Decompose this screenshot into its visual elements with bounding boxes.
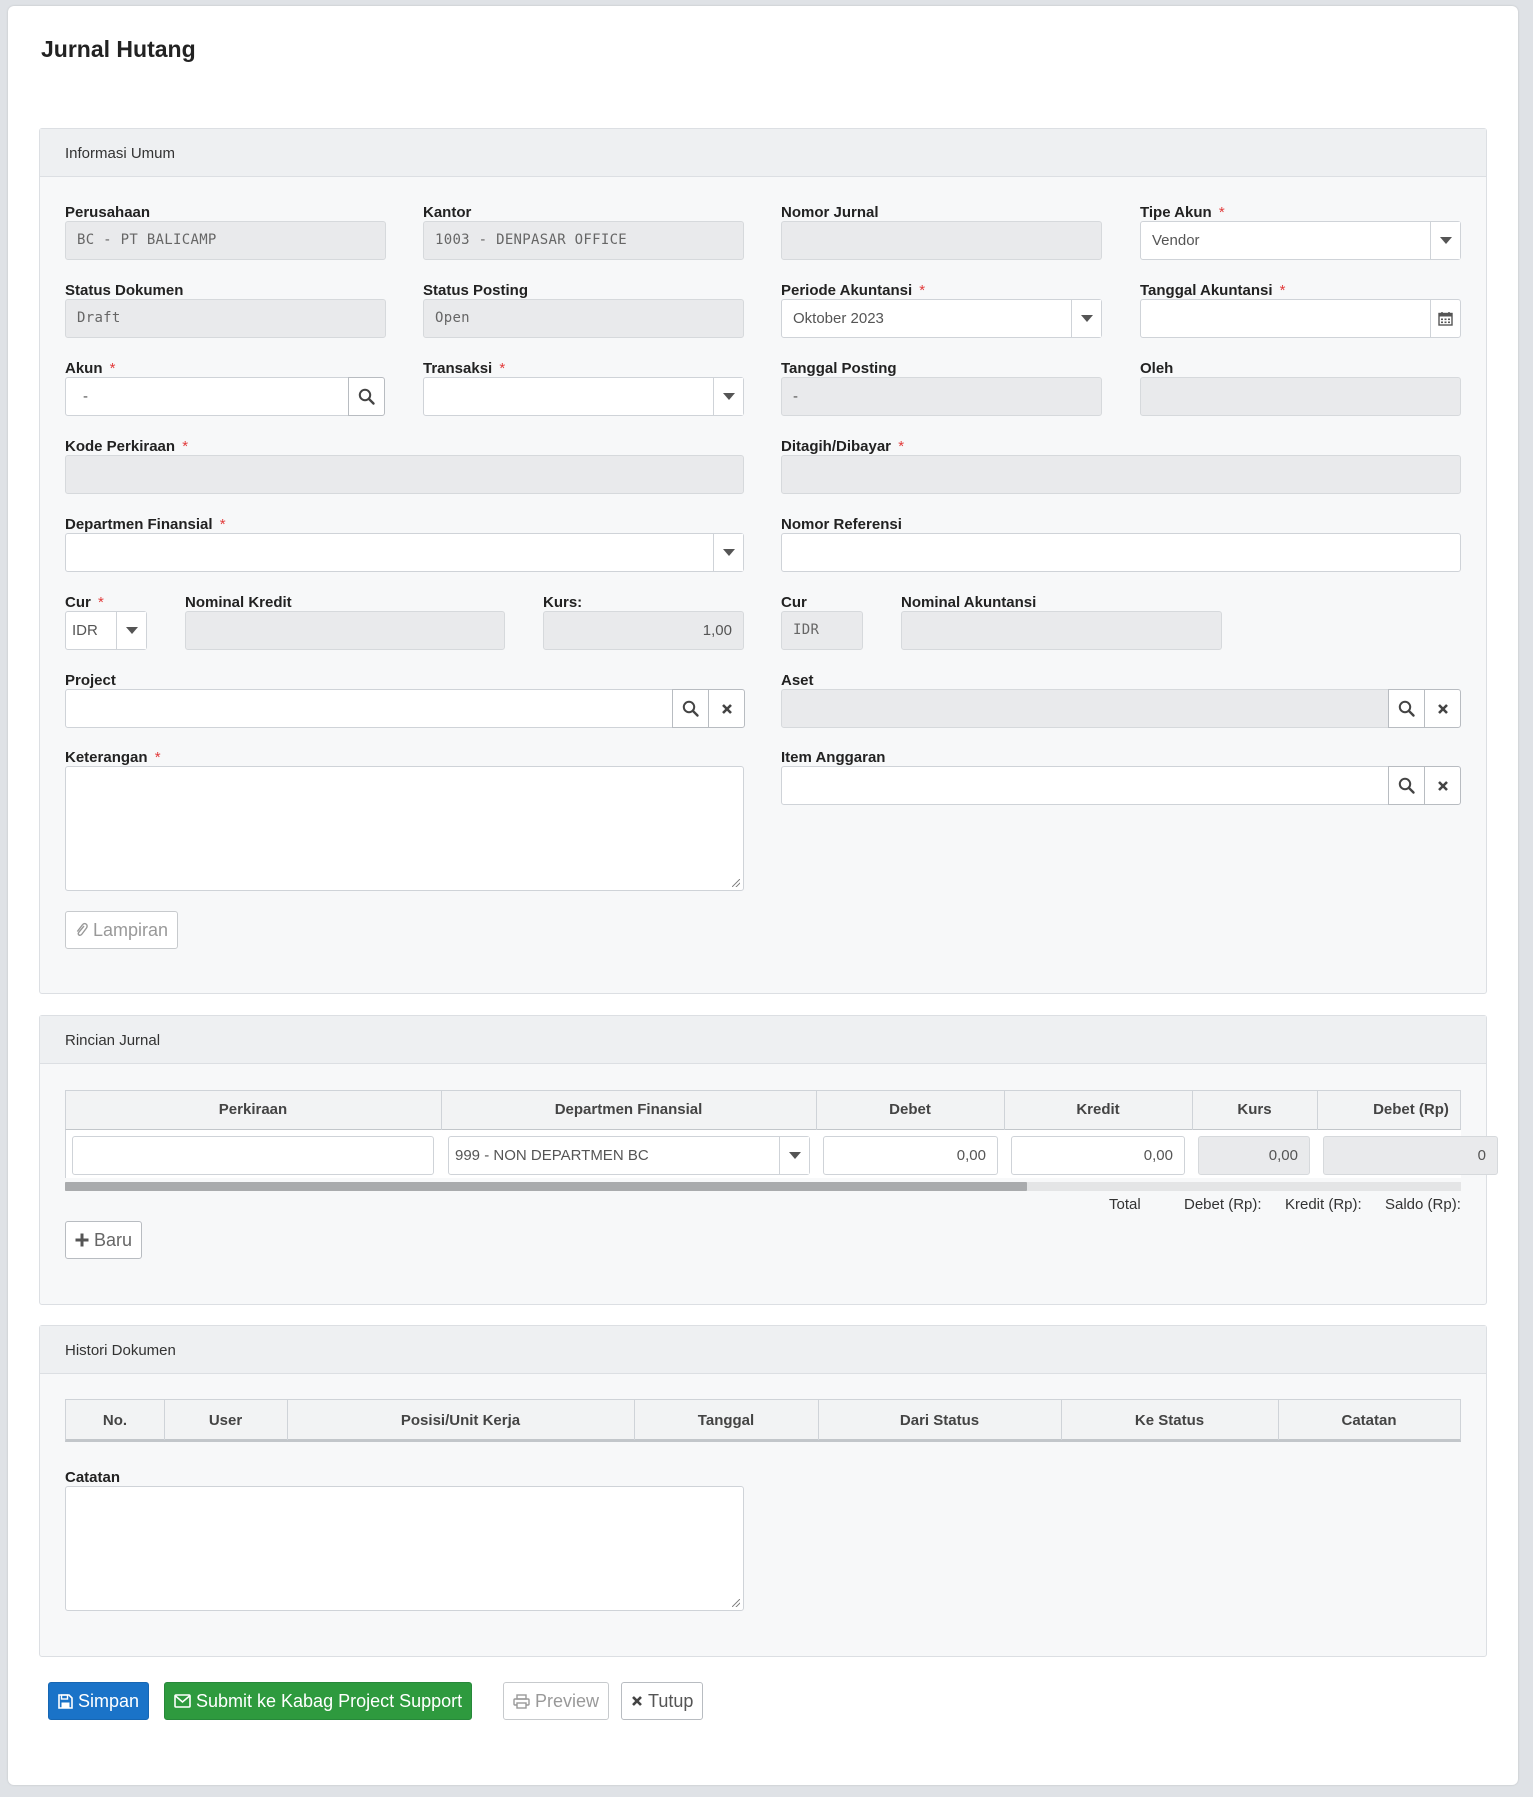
- total-debet-label: Debet (Rp):: [1184, 1196, 1262, 1213]
- col-departmen: Departmen Finansial: [554, 1101, 703, 1118]
- col-perkiraan: Perkiraan: [218, 1101, 288, 1118]
- col-kurs: Kurs: [1237, 1101, 1272, 1118]
- chevron-down-icon: [713, 534, 743, 571]
- nominal-akuntansi-field: [901, 611, 1222, 650]
- preview-button[interactable]: [503, 1682, 609, 1720]
- kode-perkiraan-field: [65, 455, 744, 494]
- histori-header-row: [65, 1399, 1461, 1442]
- kurs-field: 1,00: [543, 611, 744, 650]
- lampiran-button[interactable]: [65, 911, 178, 949]
- chevron-down-icon: [779, 1137, 809, 1174]
- catatan-textarea[interactable]: [65, 1486, 744, 1611]
- search-icon: [1398, 777, 1415, 794]
- project-search-button[interactable]: [672, 689, 709, 728]
- nominal-akuntansi-label: Nominal Akuntansi: [901, 594, 1037, 611]
- search-icon: [358, 388, 375, 405]
- col-debet: Debet: [889, 1101, 931, 1118]
- close-icon: [721, 703, 733, 715]
- cur-value: IDR: [72, 622, 98, 639]
- perusahaan-field: BC - PT BALICAMP: [65, 221, 386, 260]
- chevron-down-icon: [1071, 300, 1101, 337]
- tipe-akun-label: Tipe Akun *: [1140, 204, 1225, 221]
- departmen-label: Departmen Finansial *: [65, 516, 226, 533]
- row-kurs-field: 0,00: [1198, 1136, 1310, 1175]
- status-posting-field: Open: [423, 299, 744, 338]
- periode-akuntansi-value: Oktober 2023: [793, 310, 884, 327]
- envelope-icon: [174, 1694, 191, 1708]
- chevron-down-icon: [116, 612, 146, 649]
- item-anggaran-search-button[interactable]: [1388, 766, 1425, 805]
- oleh-label: Oleh: [1140, 360, 1174, 377]
- cur2-label: Cur: [781, 594, 807, 611]
- scrollbar-thumb[interactable]: [65, 1182, 1027, 1191]
- simpan-label: Simpan: [78, 1690, 140, 1711]
- close-icon: [1437, 780, 1449, 792]
- aset-field: [781, 689, 1389, 728]
- catatan-label: Catatan: [65, 1469, 121, 1486]
- tanggal-posting-label: Tanggal Posting: [781, 360, 897, 377]
- transaksi-select[interactable]: [423, 377, 744, 416]
- panel-title: Rincian Jurnal: [40, 1016, 1486, 1064]
- horizontal-scrollbar[interactable]: [65, 1182, 1461, 1191]
- col-debet-rp: Debet (Rp): [1373, 1101, 1449, 1118]
- kode-perkiraan-label: Kode Perkiraan *: [65, 438, 188, 455]
- tanggal-akuntansi-label: Tanggal Akuntansi *: [1140, 282, 1286, 299]
- item-anggaran-clear-button[interactable]: [1424, 766, 1461, 805]
- kurs-label: Kurs:: [543, 594, 583, 611]
- kantor-label: Kantor: [423, 204, 472, 221]
- akun-search-button[interactable]: [348, 377, 385, 416]
- cur2-field: IDR: [781, 611, 863, 650]
- col-catatan: Catatan: [1341, 1412, 1397, 1429]
- row-departmen-value: 999 - NON DEPARTMEN BC: [455, 1147, 649, 1164]
- col-no: No.: [102, 1412, 128, 1429]
- oleh-field: [1140, 377, 1461, 416]
- col-ke-status: Ke Status: [1134, 1412, 1205, 1429]
- total-saldo-label: Saldo (Rp):: [1385, 1196, 1461, 1213]
- cur-label: Cur *: [65, 594, 104, 611]
- total-label: Total: [1109, 1196, 1141, 1213]
- project-clear-button[interactable]: [708, 689, 745, 728]
- aset-clear-button[interactable]: [1424, 689, 1461, 728]
- nominal-kredit-field: [185, 611, 505, 650]
- ditagih-field: [781, 455, 1461, 494]
- panel-title: Histori Dokumen: [40, 1326, 1486, 1374]
- aset-label: Aset: [781, 672, 814, 689]
- kantor-field: 1003 - DENPASAR OFFICE: [423, 221, 744, 260]
- search-icon: [1398, 700, 1415, 717]
- printer-icon: [513, 1694, 530, 1709]
- chevron-down-icon: [1430, 222, 1460, 259]
- row-perkiraan-input[interactable]: [72, 1136, 434, 1175]
- col-kredit: Kredit: [1076, 1101, 1120, 1118]
- tutup-label: Tutup: [648, 1690, 694, 1711]
- preview-label: Preview: [535, 1690, 600, 1711]
- status-dokumen-field: Draft: [65, 299, 386, 338]
- row-debet-input[interactable]: 0,00: [823, 1136, 998, 1175]
- departmen-select[interactable]: [65, 533, 744, 572]
- search-icon: [682, 700, 699, 717]
- tipe-akun-select[interactable]: [1140, 221, 1461, 260]
- simpan-button[interactable]: [48, 1682, 149, 1720]
- transaksi-label: Transaksi *: [423, 360, 505, 377]
- tanggal-akuntansi-input[interactable]: [1140, 299, 1461, 338]
- keterangan-textarea[interactable]: [65, 766, 744, 891]
- item-anggaran-label: Item Anggaran: [781, 749, 886, 766]
- perusahaan-label: Perusahaan: [65, 204, 151, 221]
- col-user: User: [208, 1412, 243, 1429]
- row-kredit-input[interactable]: 0,00: [1011, 1136, 1185, 1175]
- nomor-referensi-input[interactable]: [781, 533, 1461, 572]
- calendar-icon[interactable]: [1430, 300, 1460, 337]
- status-dokumen-label: Status Dokumen: [65, 282, 184, 299]
- total-kredit-label: Kredit (Rp):: [1285, 1196, 1362, 1213]
- baru-button[interactable]: [65, 1221, 142, 1259]
- save-icon: [58, 1694, 73, 1709]
- row-departmen-select[interactable]: [448, 1136, 810, 1175]
- project-label: Project: [65, 672, 116, 689]
- close-icon: [631, 1695, 643, 1707]
- row-debet-rp-field: 0: [1323, 1136, 1498, 1175]
- nomor-jurnal-label: Nomor Jurnal: [781, 204, 879, 221]
- nomor-referensi-label: Nomor Referensi: [781, 516, 902, 533]
- plus-icon: [75, 1233, 89, 1247]
- submit-label: Submit ke Kabag Project Support: [196, 1690, 463, 1711]
- panel-title: Informasi Umum: [40, 129, 1486, 177]
- baru-label: Baru: [94, 1229, 133, 1250]
- paperclip-icon: [75, 922, 88, 938]
- item-anggaran-input[interactable]: [781, 766, 1389, 805]
- tipe-akun-value: Vendor: [1152, 232, 1200, 249]
- rincian-table-wrapper: [65, 1090, 1486, 1191]
- tanggal-posting-field: -: [781, 377, 1102, 416]
- col-dari-status: Dari Status: [899, 1412, 980, 1429]
- keterangan-label: Keterangan *: [65, 749, 161, 766]
- page-title: Jurnal Hutang: [41, 36, 196, 62]
- submit-button[interactable]: [164, 1682, 472, 1720]
- nomor-jurnal-field: [781, 221, 1102, 260]
- project-input[interactable]: [65, 689, 673, 728]
- col-tanggal: Tanggal: [697, 1412, 755, 1429]
- ditagih-label: Ditagih/Dibayar *: [781, 438, 904, 455]
- akun-label: Akun *: [65, 360, 116, 377]
- lampiran-label: Lampiran: [93, 919, 169, 940]
- akun-input[interactable]: -: [65, 377, 350, 416]
- periode-akuntansi-select[interactable]: [781, 299, 1102, 338]
- cur-select[interactable]: [65, 611, 147, 650]
- nominal-kredit-label: Nominal Kredit: [185, 594, 292, 611]
- col-posisi: Posisi/Unit Kerja: [400, 1412, 521, 1429]
- periode-akuntansi-label: Periode Akuntansi *: [781, 282, 925, 299]
- close-icon: [1437, 703, 1449, 715]
- aset-search-button[interactable]: [1388, 689, 1425, 728]
- tutup-button[interactable]: [621, 1682, 703, 1720]
- chevron-down-icon: [713, 378, 743, 415]
- status-posting-label: Status Posting: [423, 282, 529, 299]
